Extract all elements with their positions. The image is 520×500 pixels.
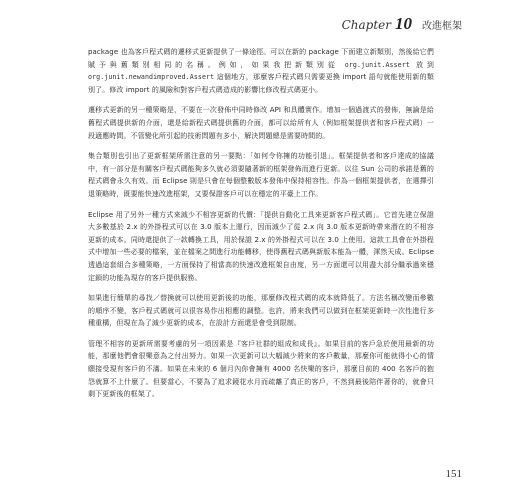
paragraph <box>88 338 434 401</box>
chapter-number: 10 <box>395 14 412 33</box>
text-run: 如果進行簡單的尋找／替換就可以使用更新後的功能，那麼修改程式碼的成本就降低了。方法名稱改變而參數的順序不變，客戶程式碼就可以很容易作出相應的調整。也許，將來我們可以做到在框架更新時一次性進行多種重構，但現在為了減少更新的成本，在設計方面還是會受到限制。 <box>88 294 434 328</box>
page-number: 151 <box>445 468 462 480</box>
inline-code: org.junit.newandimproved.Assert <box>88 73 215 82</box>
text-run: 集合類別也引出了更新框架所需注意的另一要點：「如何令你擁的功能引退」。框架提供者和客戶達成的協議中，有一部分是有關客戶程式碼能夠多久就必須要隨著新的框架發佈而進行更新。以往 Sun 公司的承諾是舊的程式碼會永久有效。而 Eclipse 則是只會在每個整數版本發佈中保持相容性。作為一個框架提供者，在選擇引退策略時，既要能快速改進框架，又要保證客戶可以在穩定的平臺上工作。 <box>88 152 434 198</box>
text-run: 放到 <box>409 60 434 69</box>
paragraph <box>88 46 434 96</box>
paragraph <box>88 104 434 142</box>
text-run: Eclipse 用了另外一種方式來減少不相容更新的代價：「提供自動化工具來更新客戶程式碼」。它首先建立保證大多數基於 2.x 的外掛程式可以在 3.0 版本上運行，因而減少了從 2.x 向 3.0 版本更新時帶來潛在的不相容更新的成本。同時還提供了一款轉換工具，用於保證 2.x 的外掛程式可以在 3.0 上使用。這款工具會在外掛程式中增加一些必要的檔案，並在檔案之間進行功能轉移，使得舊程式碼與新版本能為一體，渾然天成。Eclipse 透過這套組合多種策略，一方面保持了相當高的快速改進框架自由度，另一方面還可以用盡大部分繼承過來穩定鎖的功能為現存的客戶提供服務。 <box>88 210 434 282</box>
text-run: 管理不相容的更新所需要考慮的另一項因素是『客戶社群的組成和成長』。如果目前的客戶急於使用最新的功能，那麼他們會很樂意為之付出努力。如果一次更新可以大幅減少將來的客戶數量，那麼你可能就得小心的情願接受現有客戶的不滿。如果在未來的 6 個月內你會擁有 4000 名快樂的客戶，那麼目前的 400 名客戶的抱怨就算不上什麼了。但要當心，不要為了追求鏡花水月而疏離了真正的客戶，不然到最後陪伴著你的，就會只剩下更新後的框架了。 <box>88 339 434 399</box>
running-header <box>342 14 462 34</box>
paragraph <box>88 150 434 200</box>
chapter-title: 改進框架 <box>422 21 462 32</box>
paragraph <box>88 209 434 285</box>
text-run: 這個地方，那麼客戶程式碼只需要更換 import 語句就能使用新的類別了。修改 import 的風險和對客戶程式碼造成的影響比修改程式碼更小。 <box>88 73 434 94</box>
body-text <box>88 46 434 409</box>
inline-code: org.junit.Assert <box>344 60 410 69</box>
text-run: package 也為客戶程式碼的遷移式更新提供了一條途徑。可以在新的 package 下面建立新類別，然後給它們賦予與舊類別相同的名稱。例如，如果我把新類別從 <box>88 48 434 69</box>
paragraph <box>88 292 434 330</box>
text-run: 遷移式更新的另一種策略是，不要在一次發佈中同時修改 API 和具體實作。增加一個過渡式的發佈，無論是給舊程式碼提供新的介面，還是給新程式碼提供舊的介面，都可以給所有人（例如框架提供者和客戶程式碼）一段適應時間。不管變化所引起的技術問題有多小，解決問題總是需要時間的。 <box>88 106 434 140</box>
chapter-word: Chapter <box>341 18 391 32</box>
